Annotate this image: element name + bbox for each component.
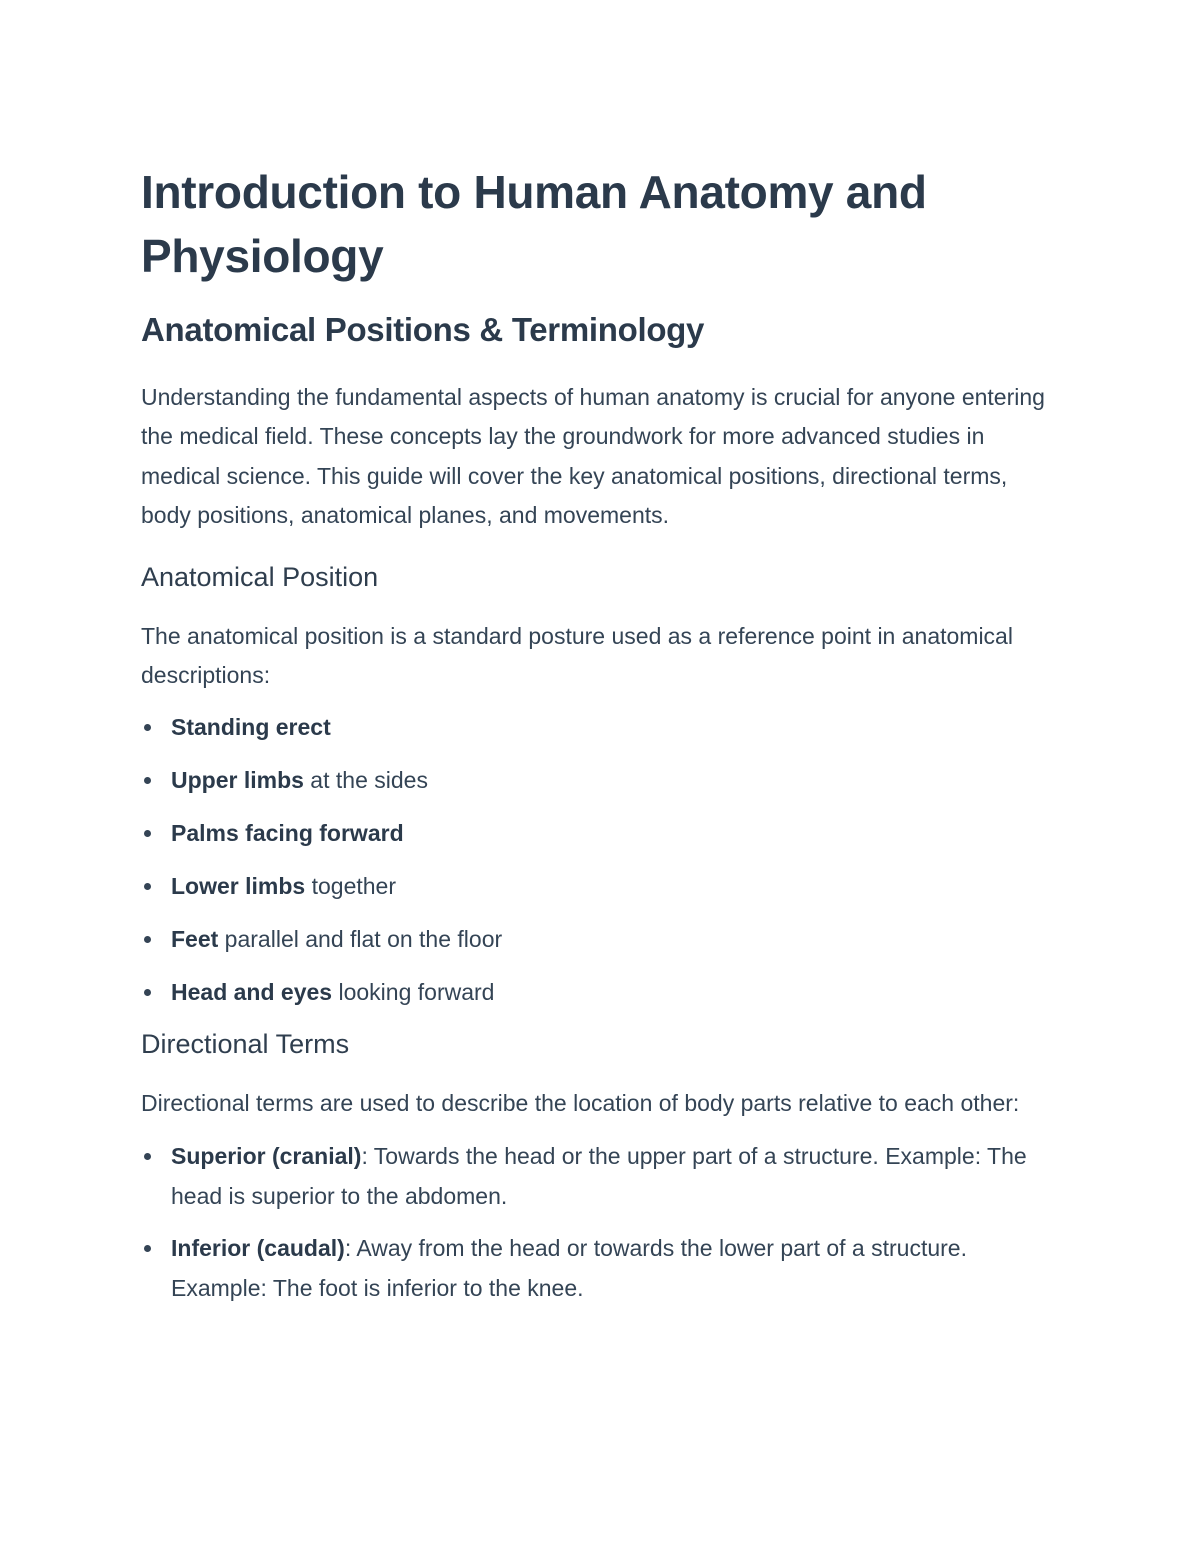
list-item-term: Superior (cranial) [171,1142,362,1169]
directional-terms-description: Directional terms are used to describe the location of body parts relative to each other: [141,1090,1020,1117]
list-item-term: Head and eyes [171,979,333,1006]
document-page [141,160,1061,1320]
list-item [141,1228,1061,1308]
list-item [141,972,1061,1012]
anatomical-position-description: The anatomical position is a standard posture used as a reference point in anatomical descriptions: [141,622,1013,689]
list-item-text: : Away from the head or towards the lower part of a structure. Example: The foot is inferior to the knee. [171,1234,967,1301]
list-item [141,919,1061,959]
list-item-text: looking forward [332,979,495,1006]
list-item [141,1136,1061,1216]
list-item [141,866,1061,906]
list-item-term: Upper limbs [171,767,304,794]
list-item-term: Inferior (caudal) [171,1234,345,1261]
list-item-text: parallel and flat on the floor [218,926,503,953]
anatomical-position-heading: Anatomical Position [141,561,379,592]
directional-terms-heading: Directional Terms [141,1029,350,1060]
intro-paragraph: Understanding the fundamental aspects of human anatomy is crucial for anyone entering the medical field. These concepts lay the groundwork for more advanced studies in medical science. This guide will cover the key anatomical positions, directional terms, body positions, anatomical planes, and movements. [141,384,1045,529]
list-item [141,760,1061,800]
list-item-text: together [305,873,396,900]
list-item-term: Standing erect [171,714,331,741]
list-item [141,813,1061,853]
list-item-text: : Towards the head or the upper part of a structure. Example: The head is superior to the abdomen. [171,1142,1027,1209]
directional-terms-list [141,1136,1061,1308]
list-item-text: at the sides [303,767,428,794]
anatomical-position-list [141,707,1061,1012]
list-item-term: Lower limbs [171,873,306,900]
list-item [141,707,1061,747]
document-title: Introduction to Human Anatomy and Physiology [141,166,927,282]
list-item-term: Palms facing forward [171,820,404,847]
section-heading: Anatomical Positions & Terminology [141,311,705,348]
list-item-term: Feet [171,926,219,953]
